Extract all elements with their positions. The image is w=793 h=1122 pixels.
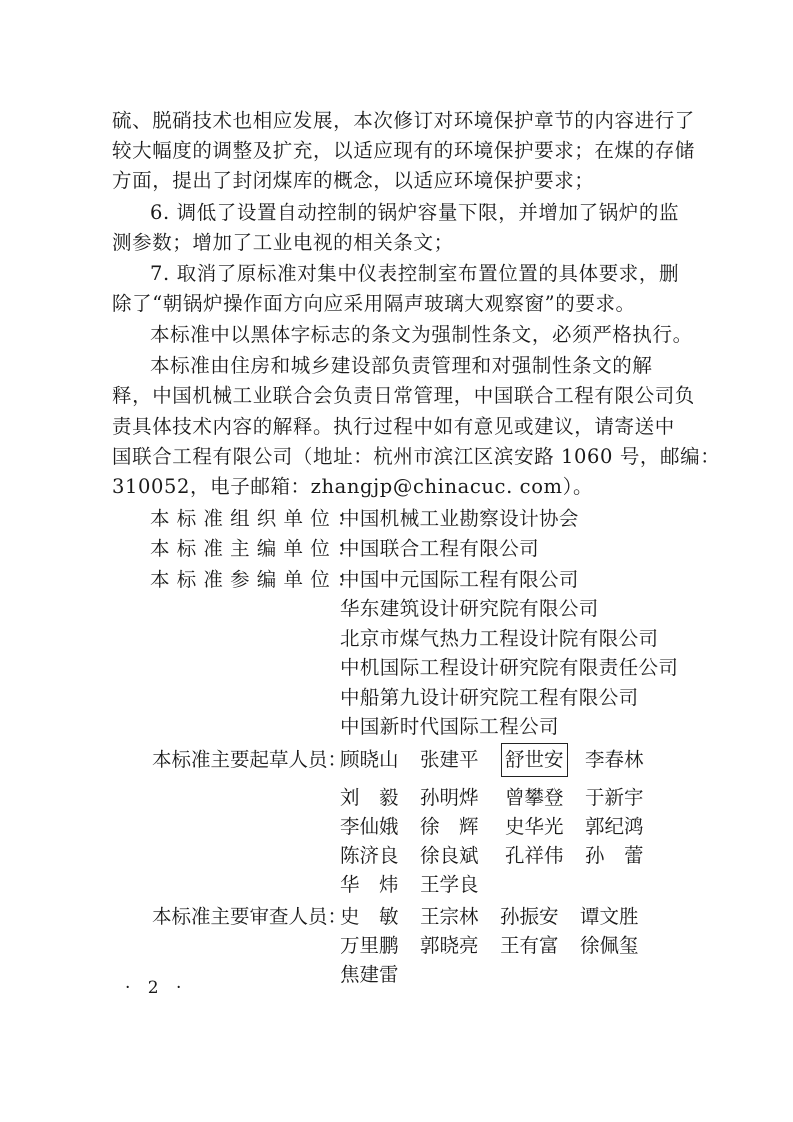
- address-line: 国联合工程有限公司（地址：杭州市滨江区滨安路 1060 号，邮编：: [112, 445, 721, 468]
- drafter-name: 陈济良: [340, 844, 399, 867]
- reviewer-name: 王宗林: [420, 905, 479, 928]
- drafter-name: 史华光: [505, 815, 564, 838]
- drafter-name: 郭纪鸿: [585, 815, 644, 838]
- participant-unit: 中船第九设计研究院工程有限公司: [340, 686, 639, 709]
- drafters-label: 本标准主要起草人员：: [152, 748, 348, 771]
- management-paragraph: 本标准由住房和城乡建设部负责管理和对强制性条文的解: [150, 354, 653, 377]
- participant-unit: 华东建筑设计研究院有限公司: [340, 597, 599, 620]
- reviewer-name: 徐佩玺: [580, 934, 639, 957]
- organizer-value: 中国机械工业勘察设计协会: [340, 507, 579, 530]
- page-number: · 2 ·: [125, 978, 188, 998]
- drafter-name: 曾攀登: [505, 786, 564, 809]
- participant-unit: 中机国际工程设计研究院有限责任公司: [340, 656, 679, 679]
- participant-unit: 中国中元国际工程有限公司: [340, 568, 579, 591]
- drafter-name: 李仙娥: [340, 815, 399, 838]
- drafter-name: 华 炜: [340, 873, 399, 896]
- drafter-name: 徐良斌: [420, 844, 479, 867]
- drafter-name-boxed: 舒世安: [503, 745, 566, 775]
- drafter-name: 于新宇: [585, 786, 644, 809]
- item-7-line: 7. 取消了原标准对集中仪表控制室布置位置的具体要求，删: [150, 262, 680, 285]
- reviewer-name: 史 敏: [340, 905, 399, 928]
- drafter-name: 顾晓山: [340, 748, 399, 771]
- mandatory-note: 本标准中以黑体字标志的条文为强制性条文，必须严格执行。: [150, 323, 693, 346]
- drafter-name: 刘 毅: [340, 786, 399, 809]
- participants-label: 本标准参编单位：: [150, 568, 364, 591]
- paragraph-line: 硫、脱硝技术也相应发展，本次修订对环境保护章节的内容进行了: [112, 109, 695, 132]
- paragraph-line: 测参数；增加了工业电视的相关条文；: [112, 231, 454, 254]
- drafter-name: 孔祥伟: [505, 844, 564, 867]
- reviewer-name: 谭文胜: [580, 905, 639, 928]
- organizer-label: 本标准组织单位：: [150, 507, 364, 530]
- drafter-name: 王学良: [420, 873, 479, 896]
- reviewer-name: 郭晓亮: [420, 934, 479, 957]
- chief-editor-label: 本标准主编单位：: [150, 537, 364, 560]
- paragraph-line: 释，中国机械工业联合会负责日常管理，中国联合工程有限公司负: [112, 384, 695, 407]
- drafter-name: 张建平: [420, 748, 479, 771]
- reviewer-name: 万里鹏: [340, 934, 399, 957]
- email-line: 310052，电子邮箱：zhangjp@chinacuc. com）。: [112, 475, 594, 498]
- reviewers-label: 本标准主要审查人员：: [152, 905, 348, 928]
- reviewer-name: 王有富: [500, 934, 559, 957]
- drafter-name: 徐 辉: [420, 815, 479, 838]
- chief-editor-value: 中国联合工程有限公司: [340, 537, 540, 560]
- drafter-name: 孙 蕾: [585, 844, 644, 867]
- item-6-line: 6. 调低了设置自动控制的锅炉容量下限，并增加了锅炉的监: [150, 201, 680, 224]
- paragraph-line: 较大幅度的调整及扩充，以适应现有的环境保护要求；在煤的存储: [112, 139, 695, 162]
- reviewer-name: 孙振安: [500, 905, 559, 928]
- paragraph-line: 方面，提出了封闭煤库的概念，以适应环境保护要求；: [112, 169, 595, 192]
- participant-unit: 中国新时代国际工程公司: [340, 715, 559, 738]
- reviewer-name: 焦建雷: [340, 963, 399, 986]
- participant-unit: 北京市煤气热力工程设计院有限公司: [340, 627, 659, 650]
- drafter-name: 李春林: [585, 748, 644, 771]
- paragraph-line: 责具体技术内容的解释。执行过程中如有意见或建议，请寄送中: [112, 415, 675, 438]
- paragraph-line: 除了“朝锅炉操作面方向应采用隔声玻璃大观察窗”的要求。: [112, 292, 636, 315]
- drafter-name: 孙明烨: [420, 786, 479, 809]
